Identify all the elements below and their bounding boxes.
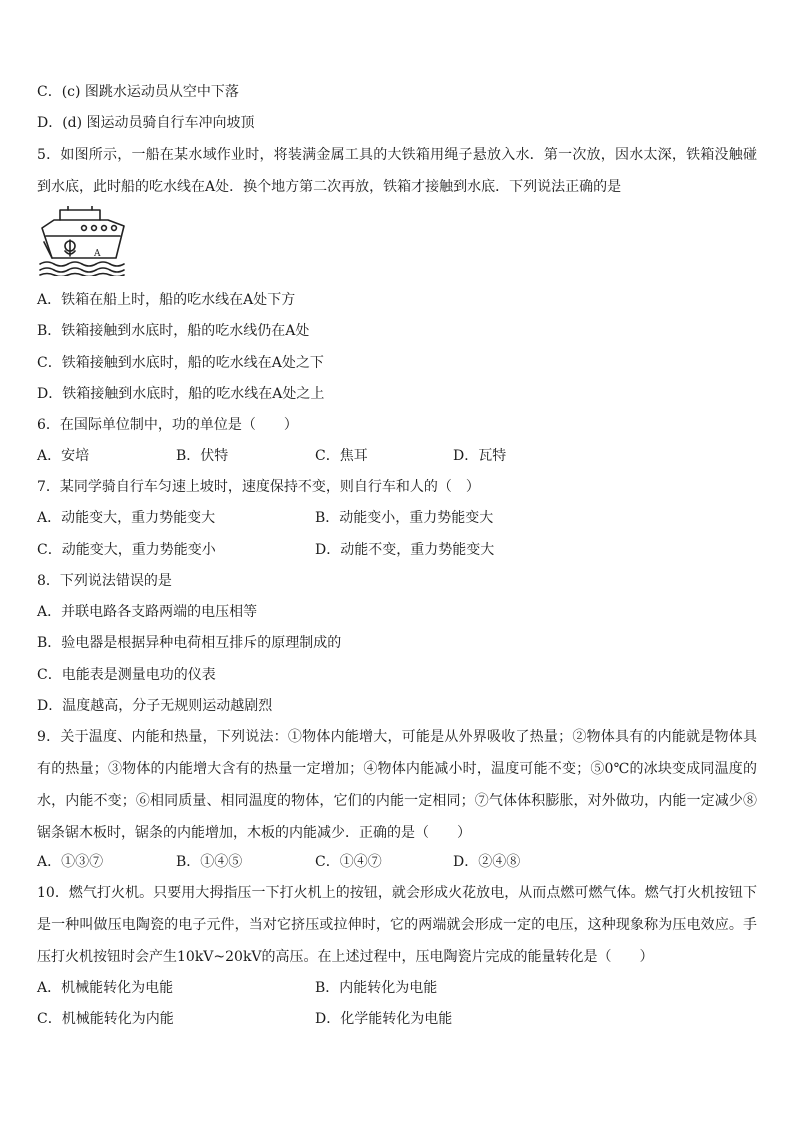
q7-option-d: D．动能不变，重力势能变大 <box>315 542 495 558</box>
q5-option-a: A．铁箱在船上时，船的吃水线在A处下方 <box>37 292 296 308</box>
q7-stem: 7．某同学骑自行车匀速上坡时，速度保持不变，则自行车和人的（ ） <box>37 479 480 495</box>
q5-option-b: B．铁箱接触到水底时，船的吃水线仍在A处 <box>37 323 310 339</box>
waterline-label: A <box>94 249 101 259</box>
q10-stem: 10．燃气打火机。只要用大拇指压一下打火机上的按钮，就会形成火花放电，从而点燃可燃气体。燃气打火机按钮下是一种叫做压电陶瓷的电子元件，当对它挤压或拉伸时，它的两端就会形成一定的电压，这种现象称为压电效应。手压打火机按钮时会产生10kV~20kV的高压。在上述过程中，压电陶瓷片完成的能量转化是（ ） <box>37 885 757 965</box>
q9-stem: 9．关于温度、内能和热量，下列说法：①物体内能增大，可能是从外界吸收了热量；②物体具有的内能就是物体具有的热量；③物体的内能增大含有的热量一定增加；④物体内能减小时，温度可能不变；⑤0℃的冰块变成同温度的水，内能不变；⑥相同质量、相同温度的物体，它们的内能一定相同；⑦气体体积膨胀，对外做功，内能一定减少⑧锯条锯木板时，锯条的内能增加，木板的内能减少．正确的是（ ） <box>37 729 757 841</box>
q5-option-c: C．铁箱接触到水底时，船的吃水线在A处之下 <box>37 355 324 371</box>
q9-option-a: A．①③⑦ <box>37 854 104 870</box>
q10-option-b: B．内能转化为电能 <box>315 980 438 996</box>
q8-option-c: C．电能表是测量电功的仪表 <box>37 667 216 683</box>
q8-option-d: D．温度越高，分子无规则运动越剧烈 <box>37 698 273 714</box>
q10-option-c: C．机械能转化为内能 <box>37 1011 174 1027</box>
ship-figure <box>38 206 126 276</box>
q8-option-b: B．验电器是根据异种电荷相互排斥的原理制成的 <box>37 635 342 651</box>
q7-option-a: A．动能变大，重力势能变大 <box>37 510 216 526</box>
q9-option-c: C．①④⑦ <box>315 854 382 870</box>
q9-option-b: B．①④⑤ <box>176 854 243 870</box>
q6-option-a: A．安培 <box>37 448 90 464</box>
q6-option-b: B．伏特 <box>176 448 229 464</box>
q8-stem: 8．下列说法错误的是 <box>37 573 172 589</box>
q6-option-c: C．焦耳 <box>315 448 368 464</box>
q10-option-d: D．化学能转化为电能 <box>315 1011 453 1027</box>
q7-option-c: C．动能变大，重力势能变小 <box>37 542 216 558</box>
q6-stem: 6．在国际单位制中，功的单位是（ ） <box>37 417 298 433</box>
q5-option-d: D．铁箱接触到水底时，船的吃水线在A处之上 <box>37 386 325 402</box>
q10-option-a: A．机械能转化为电能 <box>37 980 174 996</box>
q5-stem: 5．如图所示，一船在某水域作业时，将装满金属工具的大铁箱用绳子悬放入水．第一次放，因水太深，铁箱没触碰到水底，此时船的吃水线在A处．换个地方第二次再放，铁箱才接触到水底．下列说法正确的是 <box>37 147 757 195</box>
q7-option-b: B．动能变小，重力势能变大 <box>315 510 494 526</box>
q9-option-d: D．②④⑧ <box>453 854 521 870</box>
q4-option-d: D．(d) 图运动员骑自行车冲向坡顶 <box>37 115 255 131</box>
q8-option-a: A．并联电路各支路两端的电压相等 <box>37 604 258 620</box>
q4-option-c: C．(c) 图跳水运动员从空中下落 <box>37 84 239 100</box>
q6-option-d: D．瓦特 <box>453 448 507 464</box>
